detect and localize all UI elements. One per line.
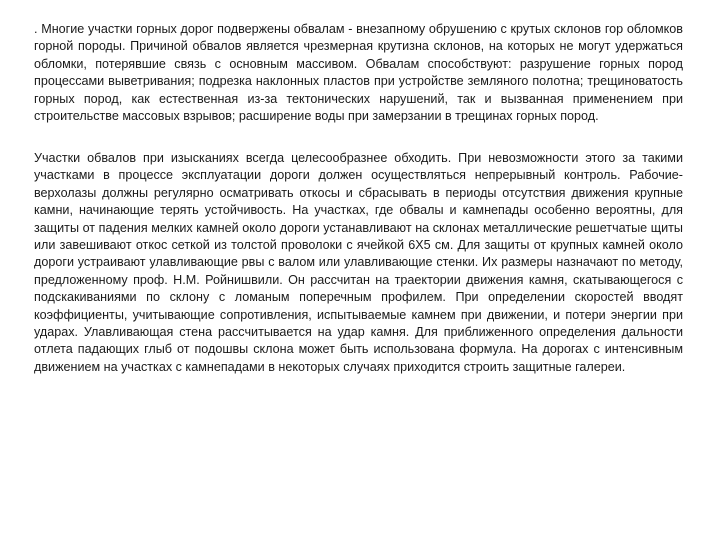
paragraph-text: Участки обвалов при изысканиях всегда целесообразнее обходить. При невозможности этого за такими участками в процессе эксплуатации дороги должен осуществляться непрерывный контроль. Рабочие-верхолазы должны регулярно осматривать откосы и сбрасывать в периоды отсутствия движения крупные камни, начинающие терять устойчивость. На участках, где обвалы и камнепады особенно вероятны, для защиты от падения мелких камней около дороги устанавливают на склонах металлические решетчатые щиты или завешивают откос сеткой из толстой проволоки с ячейкой 6Х5 см. Для защиты от крупных камней около дороги устраивают улавливающие рвы с валом или улавливающие стенки. Их размеры назначают по методу, предложенному проф. Н.М. Ройнишвили. Он рассчитан на траектории движения камня, скатывающегося с подскакиваниями по склону с ломаным поперечным профилем. При определении скоростей вводят коэффициенты, учитывающие сопротивления, испытываемые камнем при движении, и потери энергии при ударах. Улавливающая стена рассчитывается на удар камня. Для приближенного определения дальности отлета падающих глыб от подошвы склона может быть использована формула. На дорогах с интенсивным движением на участках с камнепадами в некоторых случаях приходится строить защитные галереи. [34,151,683,374]
paragraph-text: . Многие участки горных дорог подвержены обвалам - внезапному обрушению с крутых склонов гор обломков горной породы. Причиной обвалов является чрезмерная крутизна склонов, на которых не могут удержаться обломки, потерявшие связь с основным массивом. Обвалам способствуют: разрушение горных пород процессами выветривания; подрезка наклонных пластов при устройстве земляного полотна; трещиноватость горных пород, как естественная из-за тектонических нарушений, так и вызванная применением при строительстве массовых взрывов; расширение воды при замерзании в трещинах горных пород. [34,22,683,124]
paragraph-rockfall-causes [34,21,683,125]
paragraph-rockfall-protection [34,150,683,376]
